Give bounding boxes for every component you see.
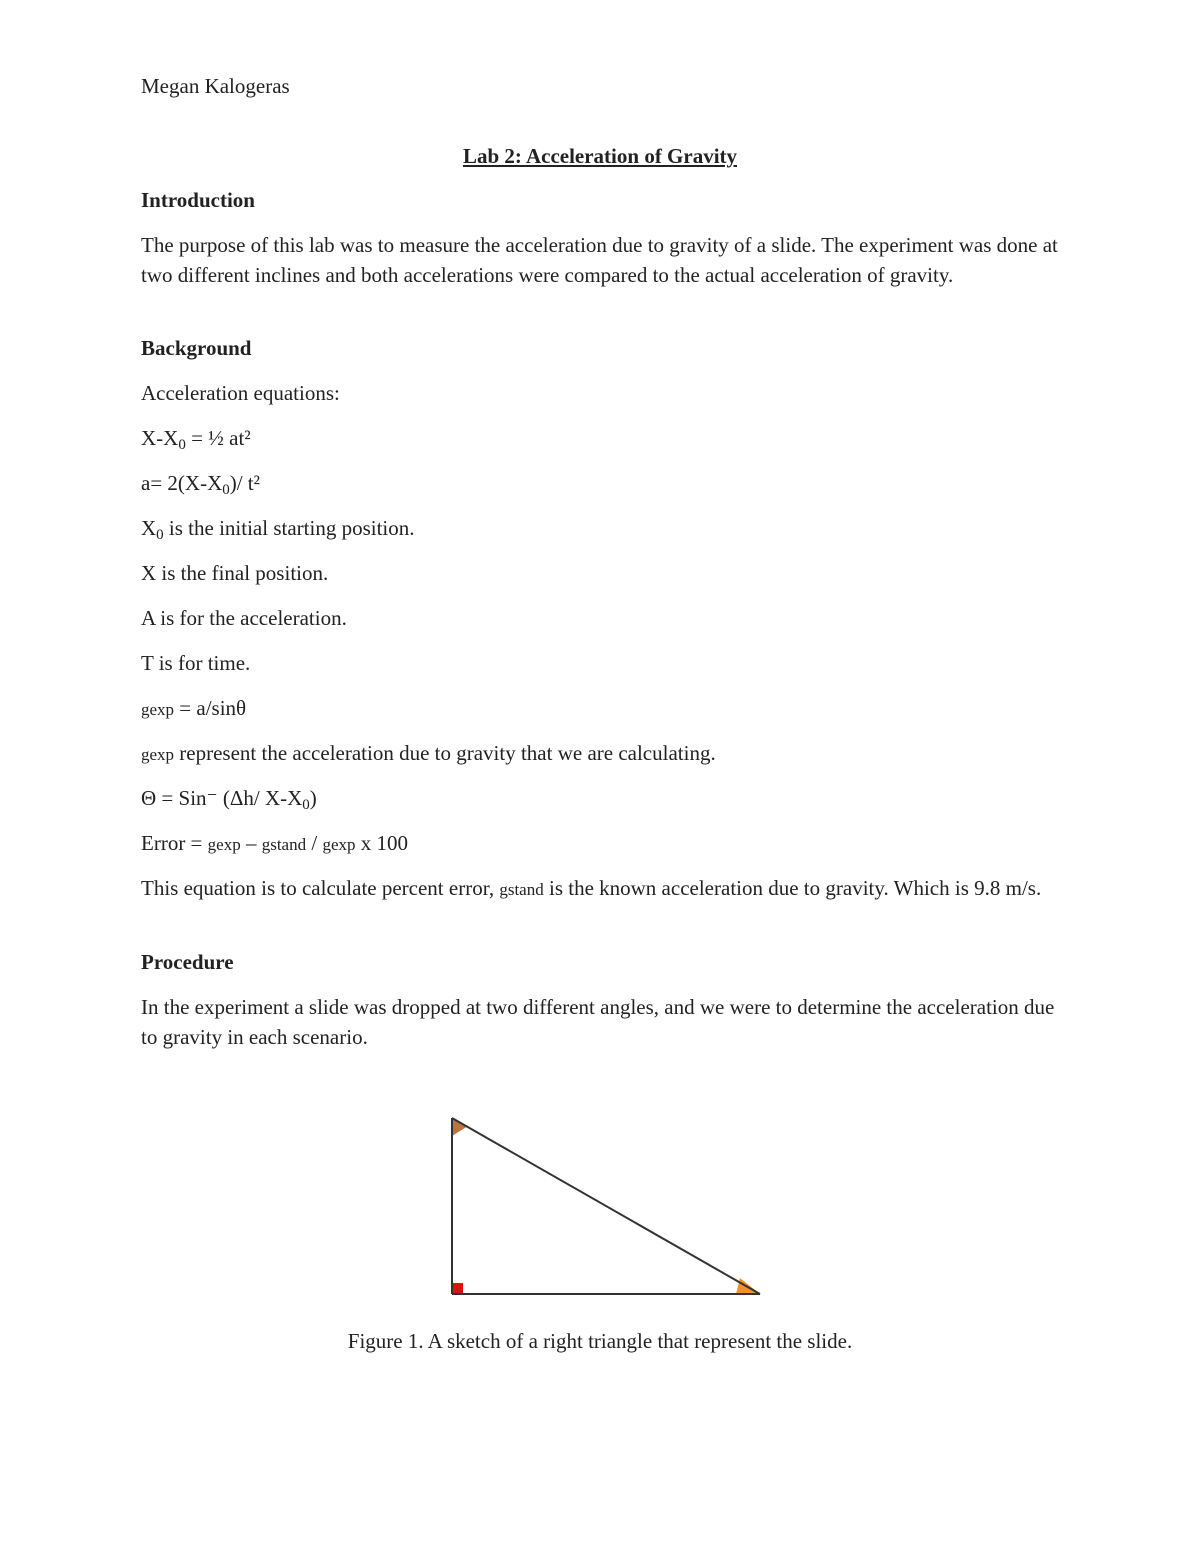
gexp-equation: gexp = a/sinθ <box>141 696 247 720</box>
error-equation: Error = gexp – gstand / gexp x 100 <box>141 831 408 855</box>
procedure-heading: Procedure <box>141 950 234 974</box>
page-title: Lab 2: Acceleration of Gravity <box>462 144 738 168</box>
position-equation: $X-X_0$ = ½ at² <box>141 426 251 453</box>
gexp-definition: gexp represent the acceleration due to gravity that we are calculating. <box>141 741 716 765</box>
top-angle-marker <box>452 1118 468 1136</box>
definition-time: T is for time. <box>141 651 251 675</box>
figure-caption: Figure 1. A sketch of a right triangle that represent the slide. <box>347 1329 853 1353</box>
theta-equation: Θ = Sin⁻ (Δh/ $X-X_0$) <box>141 786 317 813</box>
introduction-heading: Introduction <box>141 188 255 212</box>
error-description: This equation is to calculate percent error, gstand is the known acceleration due to gravity. Which is 9.8 m/s. <box>141 876 1042 900</box>
author-name: Megan Kalogeras <box>141 74 290 98</box>
right-angle-marker <box>452 1283 463 1294</box>
definition-initial-position: $X_0$ is the initial starting position. <box>141 516 415 543</box>
procedure-paragraph: In the experiment a slide was dropped at two different angles, and we were to determine the acceleration due to gravity in each scenario. <box>141 995 1055 1049</box>
triangle-hypotenuse <box>452 1118 760 1294</box>
acceleration-equation: $a= 2(X-X_0)/$ t² <box>141 471 260 498</box>
definition-final-position: X is the final position. <box>141 561 329 585</box>
right-triangle-figure <box>440 1108 780 1308</box>
equations-intro: Acceleration equations: <box>141 381 340 405</box>
introduction-paragraph: The purpose of this lab was to measure the acceleration due to gravity of a slide. The experiment was done at two different inclines and both accelerations were compared to the actual acceleration of gravity. <box>141 233 1058 287</box>
background-heading: Background <box>141 336 252 360</box>
definition-acceleration: A is for the acceleration. <box>141 606 347 630</box>
